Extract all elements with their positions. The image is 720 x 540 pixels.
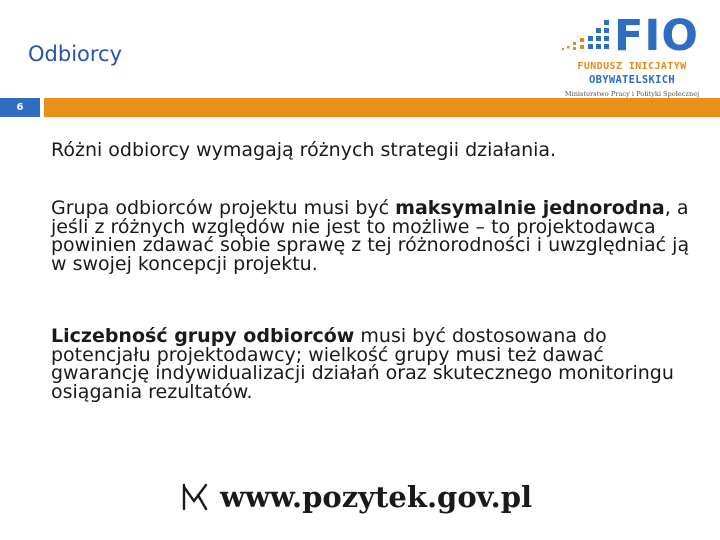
slide-title: Odbiorcy (28, 42, 123, 66)
fio-logo-text: FIO (614, 11, 699, 61)
paragraph-3-bold: Liczebność grupy odbiorców (51, 325, 355, 347)
paragraph-2-start: Grupa odbiorców projektu musi być (51, 197, 396, 219)
paragraph-1 (51, 141, 691, 160)
paragraph-2-bold: maksymalnie jednorodna (395, 197, 665, 219)
footer (180, 477, 600, 517)
paragraph-3-end: musi być dostosowana do potencjału projektodawcy; wielkość grupy musi też dawać gwarancję indywidualizacji działań oraz skutecznego monitoringu osiągania rezultatów. (51, 325, 674, 403)
page-number: 6 (16, 102, 24, 113)
paragraph-1-text: Różni odbiorcy wymagają różnych strategii działania. (51, 139, 557, 161)
paragraph-2 (51, 199, 691, 273)
ministry-text: Ministerstwo Pracy i Polityki Społecznej (564, 90, 700, 98)
fio-logo (556, 8, 706, 96)
pozytek-logo-icon (180, 481, 212, 513)
fio-logo-line1: FUNDUSZ INICJATYW (577, 61, 687, 72)
paragraph-2-end: , a jeśli z różnych względów nie jest to możliwe – to projektodawca powinien zdawać sobie sprawę z tej różnorodności i uwzględniać ją w swojej koncepcji projektu. (51, 197, 690, 275)
fio-logo-line2: OBYWATELSKICH (588, 74, 676, 86)
header-bar-right (44, 98, 720, 117)
fio-dots-icon (560, 18, 612, 58)
footer-url[interactable]: www.pozytek.gov.pl (220, 480, 532, 514)
paragraph-3 (51, 327, 691, 401)
